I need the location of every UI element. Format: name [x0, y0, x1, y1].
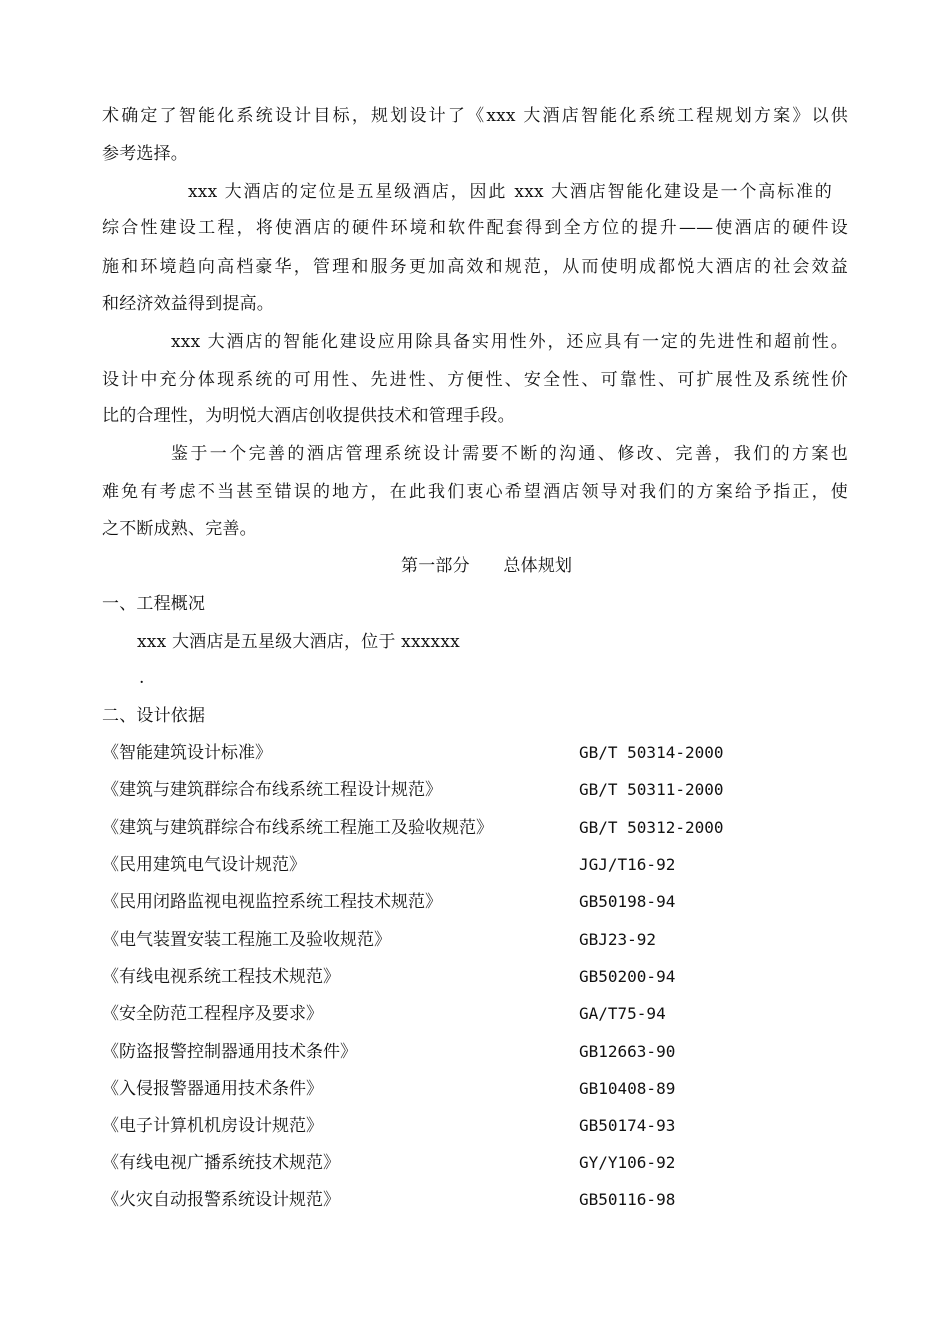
- paragraph-line: 施和环境趋向高档豪华，管理和服务更加高效和规范，从而使明成都悦大酒店的社会效益: [102, 257, 848, 277]
- standard-code: GB/T 50311-2000: [579, 780, 724, 799]
- section-text: xxx 大酒店是五星级大酒店，位于 xxxxxx: [137, 632, 460, 652]
- standard-code: GB10408-89: [579, 1079, 676, 1098]
- standard-title: 《建筑与建筑群综合布线系统工程施工及验收规范》: [102, 818, 493, 838]
- standard-code: GB/T 50314-2000: [579, 743, 724, 762]
- standard-code: GA/T75-94: [579, 1004, 666, 1023]
- paragraph-line: xxx 大酒店的智能化建设应用除具备实用性外，还应具有一定的先进性和超前性。: [171, 332, 848, 352]
- standard-code: GY/Y106-92: [579, 1153, 676, 1172]
- standard-title: 《电气装置安装工程施工及验收规范》: [102, 930, 391, 950]
- paragraph-line: 和经济效益得到提高。: [102, 294, 274, 314]
- standard-title: 《民用建筑电气设计规范》: [102, 855, 306, 875]
- section-heading: 二、设计依据: [102, 706, 206, 726]
- standard-code: GB/T 50312-2000: [579, 818, 724, 837]
- section-heading: 一、工程概况: [102, 594, 206, 614]
- paragraph-line: 鉴于一个完善的酒店管理系统设计需要不断的沟通、修改、完善，我们的方案也: [171, 444, 848, 464]
- standard-code: GBJ23-92: [579, 930, 657, 949]
- paragraph-line: 参考选择。: [102, 144, 188, 164]
- standard-title: 《入侵报警器通用技术条件》: [102, 1079, 323, 1099]
- standard-title: 《防盗报警控制器通用技术条件》: [102, 1042, 357, 1062]
- part-heading: 第一部分 总体规划: [401, 556, 573, 576]
- standard-title: 《安全防范工程程序及要求》: [102, 1004, 323, 1024]
- paragraph-line: 设计中充分体现系统的可用性、先进性、方便性、安全性、可靠性、可扩展性及系统性价: [102, 370, 848, 390]
- standard-code: JGJ/T16-92: [579, 855, 676, 874]
- standard-title: 《建筑与建筑群综合布线系统工程设计规范》: [102, 780, 442, 800]
- paragraph-line: 难免有考虑不当甚至错误的地方，在此我们衷心希望酒店领导对我们的方案给予指正，使: [102, 482, 848, 502]
- standard-title: 《有线电视广播系统技术规范》: [102, 1153, 340, 1173]
- paragraph-line: 比的合理性，为明悦大酒店创收提供技术和管理手段。: [102, 406, 515, 426]
- paragraph-line: 综合性建设工程，将使酒店的硬件环境和软件配套得到全方位的提升——使酒店的硬件设: [102, 218, 848, 238]
- standard-code: GB12663-90: [579, 1042, 676, 1061]
- paragraph-line: 之不断成熟、完善。: [102, 519, 257, 539]
- standard-code: GB50200-94: [579, 967, 676, 986]
- paragraph-line: xxx 大酒店的定位是五星级酒店，因此 xxx 大酒店智能化建设是一个高标准的: [188, 182, 832, 202]
- standard-code: GB50174-93: [579, 1116, 676, 1135]
- standard-title: 《民用闭路监视电视监控系统工程技术规范》: [102, 892, 442, 912]
- paragraph-line: 术确定了智能化系统设计目标，规划设计了《xxx 大酒店智能化系统工程规划方案》以供: [102, 106, 848, 126]
- standard-title: 《电子计算机机房设计规范》: [102, 1116, 323, 1136]
- section-dot: .: [139, 668, 145, 688]
- standard-code: GB50116-98: [579, 1190, 676, 1209]
- standard-title: 《火灾自动报警系统设计规范》: [102, 1190, 340, 1210]
- standard-title: 《智能建筑设计标准》: [102, 743, 272, 763]
- standard-title: 《有线电视系统工程技术规范》: [102, 967, 340, 987]
- standard-code: GB50198-94: [579, 892, 676, 911]
